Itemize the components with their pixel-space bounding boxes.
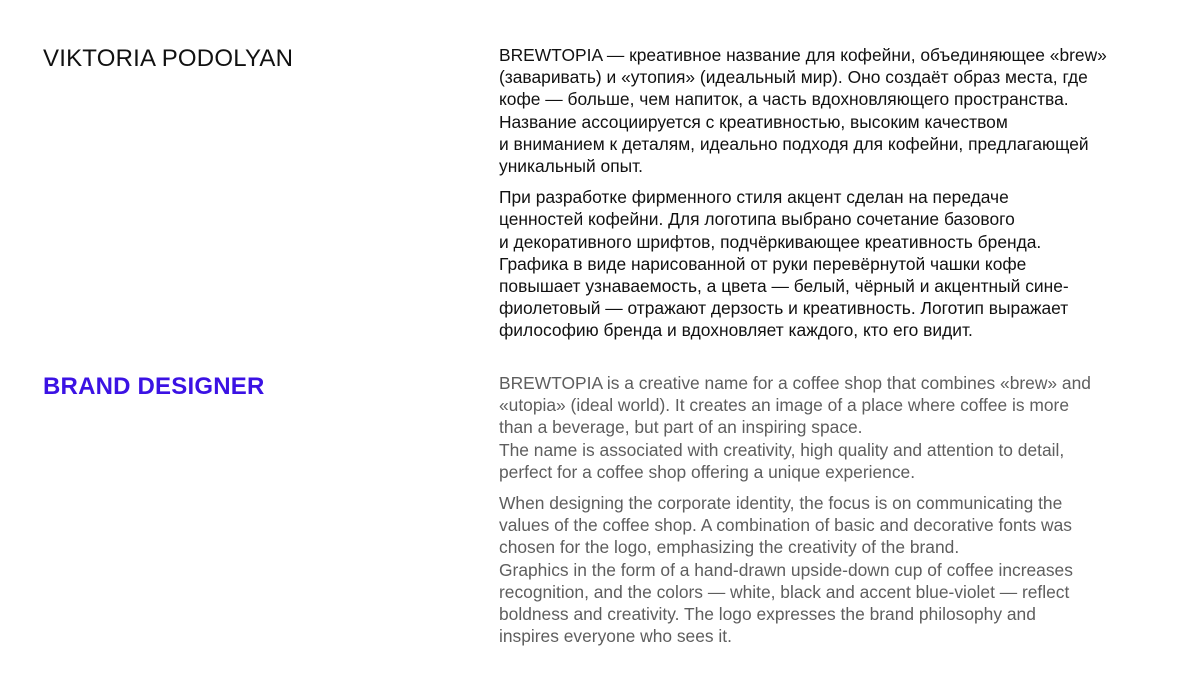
description-en-paragraph-2: When designing the corporate identity, the focus is on communicating the values of the coffee shop. A combination of basic and decorative fonts was chosen for the logo, emphasizing the creativity of the brand. Graphics in the form of a hand-drawn upside-down cup of coffee increases recognition, and the colors — white, black and accent blue-violet — reflect boldness and creativity. The logo expresses the brand philosophy and inspires everyone who sees it. [499, 493, 1073, 647]
description-ru-paragraph-2: При разработке фирменного стиля акцент сделан на передаче ценностей кофейни. Для логотипа выбрано сочетание базового и декоративного шрифтов, подчёркивающее креативность бренда. Графика в виде нарисованной от руки перевёрнутой чашки кофе повышает узнаваемость, а цвета — белый, чёрный и акцентный сине- фиолетовый — отражают дерзость и креативность. Логотип выражает философию бренда и вдохновляет каждого, кто его видит. [499, 187, 1069, 341]
description-ru-paragraph-1: BREWTOPIA — креативное название для кофейни, объединяющее «brew» (заваривать) и «утопия» (идеальный мир). Оно создаёт образ места, где кофе — больше, чем напиток, а часть вдохновляющего пространства. Название ассоциируется с креативностью, высоким качеством и вниманием к деталям, идеально подходя для кофейни, предлагающей уникальный опыт. [499, 45, 1107, 177]
author-role: BRAND DESIGNER [43, 373, 265, 400]
description-english [499, 372, 1189, 647]
author-name: VIKTORIA PODOLYAN [43, 45, 294, 72]
description-en-paragraph-1: BREWTOPIA is a creative name for a coffee shop that combines «brew» and «utopia» (ideal world). It creates an image of a place where coffee is more than a beverage, but part of an inspiring space. The name is associated with creativity, high quality and attention to detail, perfect for a coffee shop offering a unique experience. [499, 373, 1091, 482]
description-russian [499, 44, 1189, 342]
